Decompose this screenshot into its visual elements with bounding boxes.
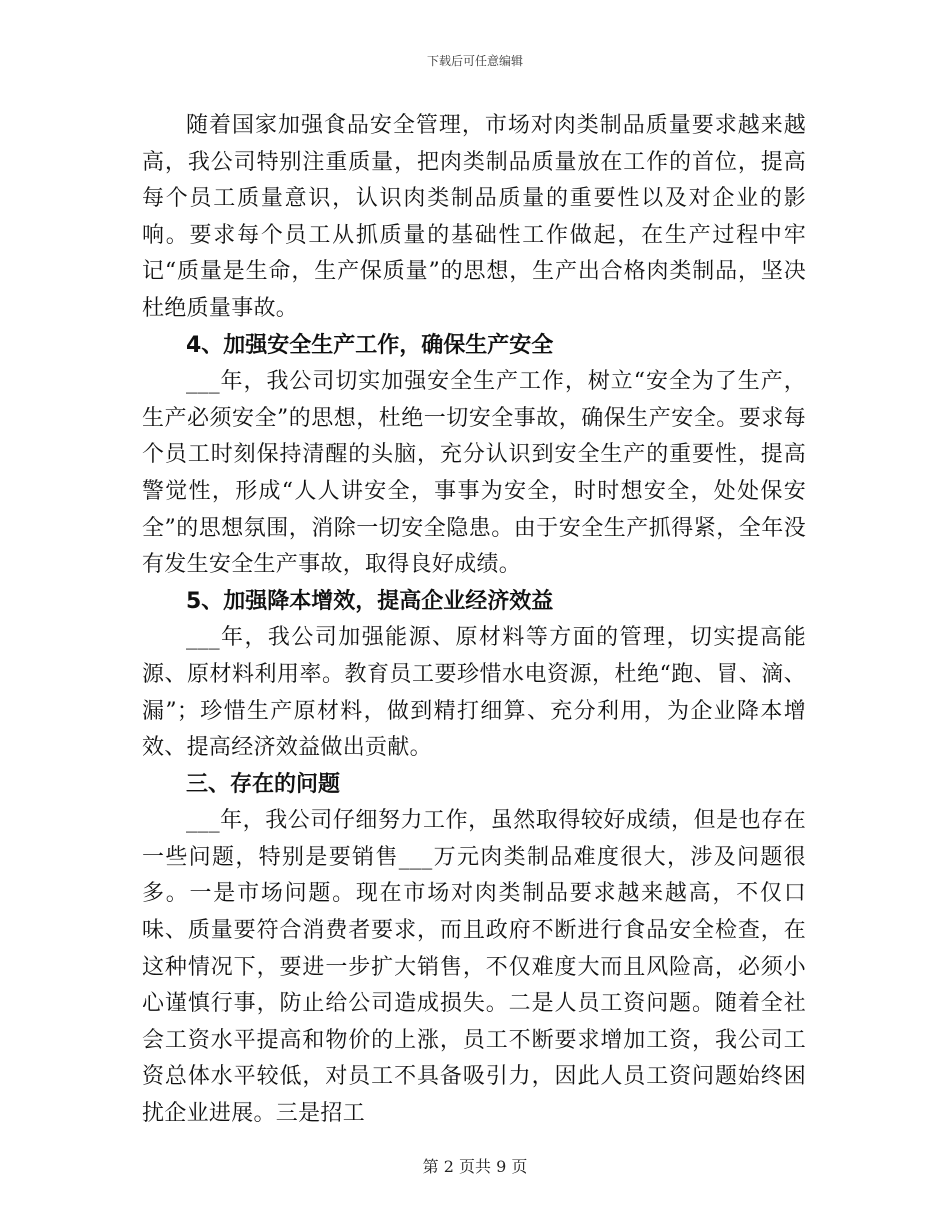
section-heading-cost: 5、加强降本增效，提高企业经济效益 (186, 588, 554, 614)
paragraph-problems: ___年，我公司仔细努力工作，虽然取得较好成绩，但是也存在一些问题，特别是要销售___万元肉类制品难度很大，涉及问题很多。一是市场问题。现在市场对肉类制品要求越来越高，不仅口味、质量要符合消费者要求，而且政府不断进行食品安全检查，在这种情况下，要进一步扩大销售，不仅难度大而且风险高，必须小心谨慎行事，防止给公司造成损失。二是人员工资问题。随着全社会工资水平提高和物价的上涨，员工不断要求增加工资，我公司工资总体水平较低，对员工不具备吸引力，因此人员工资问题始终困扰企业进展。三是招工 (142, 808, 806, 1127)
paragraph-quality: 随着国家加强食品安全管理，市场对肉类制品质量要求越来越高，我公司特别注重质量，把肉类制品质量放在工作的首位，提高每个员工质量意识，认识肉类制品质量的重要性以及对企业的影响。要求每个员工从抓质量的基础性工作做起，在生产过程中牢记“质量是生命，生产保质量”的思想，生产出合格肉类制品，坚决杜绝质量事故。 (142, 113, 806, 321)
document-body (142, 108, 806, 1133)
page-header: 下载后可任意编辑 (426, 54, 523, 68)
paragraph-cost: ___年，我公司加强能源、原材料等方面的管理，切实提高能源、原材料利用率。教育员工要珍惜水电资源，杜绝“跑、冒、滴、漏”；珍惜生产原材料，做到精打细算、充分利用，为企业降本增效、提高经济效益做出贡献。 (142, 625, 806, 761)
paragraph-safety: ___年，我公司切实加强安全生产工作，树立“安全为了生产，生产必须安全”的思想，杜绝一切安全事故，确保生产安全。要求每个员工时刻保持清醒的头脑，充分认识到安全生产的重要性，提高警觉性，形成“人人讲安全，事事为安全，时时想安全，处处保安全”的思想氛围，消除一切安全隐患。由于安全生产抓得紧，全年没有发生安全生产事故，取得良好成绩。 (142, 369, 806, 578)
section-heading-problems: 三、存在的问题 (186, 771, 341, 797)
page-footer: 第 2 页共 9 页 (422, 1157, 528, 1176)
section-heading-safety: 4、加强安全生产工作，确保生产安全 (186, 332, 554, 358)
